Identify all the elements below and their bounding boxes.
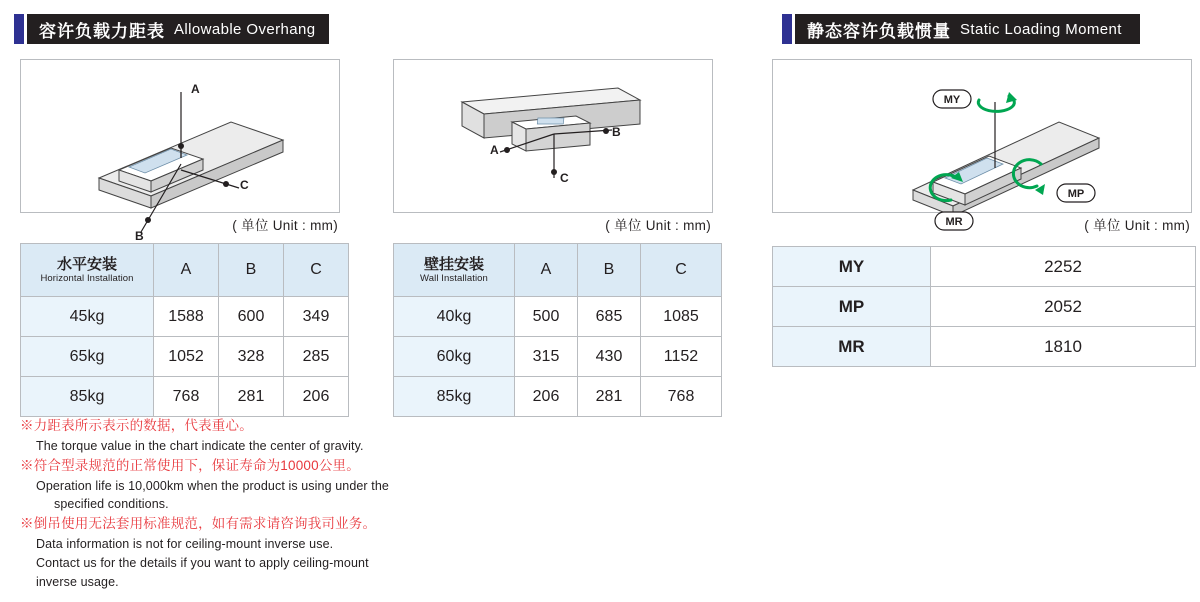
svg-text:MP: MP — [1067, 188, 1085, 200]
section-header-allowable-overhang — [14, 12, 329, 46]
table-row — [21, 337, 349, 377]
table-row — [394, 377, 722, 417]
cell-b: 600 — [219, 297, 284, 337]
section-header-block — [795, 14, 1140, 44]
note-1-en-line-1: The torque value in the chart indicate the center of gravity. — [36, 438, 364, 453]
table-header-label — [21, 244, 154, 297]
row-label-mr: MR — [773, 327, 931, 367]
note-3-en-line-1: Data information is not for ceiling-mount inverse use. — [36, 537, 334, 552]
table-header-row — [21, 244, 349, 297]
table-header-col-a: A — [515, 244, 578, 297]
table-header-col-b: B — [578, 244, 641, 297]
cell-my-value: 2252 — [931, 247, 1196, 287]
accent-bar-icon — [782, 14, 792, 44]
section-header-static-loading-moment — [782, 12, 1140, 46]
table-static-loading-moment — [772, 246, 1196, 367]
table-header-label-cn: 水平安装 — [56, 255, 117, 273]
row-label: 40kg — [394, 297, 515, 337]
unit-caption-fig1: ( 单位 Unit : mm) — [232, 218, 338, 233]
table-header-label-en: Horizontal Installation — [40, 272, 134, 284]
unit-caption-fig3: ( 单位 Unit : mm) — [1084, 218, 1190, 233]
figure1-label-A: A — [191, 82, 200, 96]
table-header-col-c: C — [641, 244, 722, 297]
table-header-label-cn: 壁挂安装 — [423, 255, 484, 273]
figure2-label-A: A — [490, 143, 499, 157]
section-title-en: Allowable Overhang — [174, 20, 316, 38]
cell-c: 768 — [641, 377, 722, 417]
table-row — [21, 377, 349, 417]
section-title-en: Static Loading Moment — [960, 20, 1122, 38]
cell-c: 285 — [284, 337, 349, 377]
cell-c: 1085 — [641, 297, 722, 337]
figure-wall-installation — [393, 59, 713, 213]
table-header-label-en: Wall Installation — [420, 272, 488, 284]
note-2-en-line-2: specified conditions. — [54, 497, 169, 512]
cell-b: 281 — [578, 377, 641, 417]
note-3-en-line-3: inverse usage. — [36, 574, 119, 589]
figure1-label-C: C — [240, 178, 249, 192]
cell-c: 206 — [284, 377, 349, 417]
svg-text:MY: MY — [943, 94, 961, 106]
table-row — [773, 327, 1196, 367]
cell-c: 349 — [284, 297, 349, 337]
cell-b: 281 — [219, 377, 284, 417]
note-2-cn: ※符合型录规范的正常使用下，保证寿命为10000公里。 — [20, 457, 360, 473]
moment-label-MY — [933, 90, 971, 108]
cell-c: 1152 — [641, 337, 722, 377]
cell-a: 315 — [515, 337, 578, 377]
cell-a: 1588 — [154, 297, 219, 337]
table-header-label — [394, 244, 515, 297]
row-label-mp: MP — [773, 287, 931, 327]
accent-bar-icon — [14, 14, 24, 44]
unit-caption-fig2: ( 单位 Unit : mm) — [605, 218, 711, 233]
cell-mr-value: 1810 — [931, 327, 1196, 367]
cell-a: 1052 — [154, 337, 219, 377]
cell-a: 206 — [515, 377, 578, 417]
note-2-en-line-1: Operation life is 10,000km when the product is using under the — [36, 478, 389, 493]
table-row — [773, 287, 1196, 327]
section-header-block — [27, 14, 329, 44]
figure1-label-B: B — [135, 229, 144, 243]
table-header-col-b: B — [219, 244, 284, 297]
wall-actuator-illustration — [394, 60, 712, 212]
moment-label-MP — [1057, 184, 1095, 202]
cell-mp-value: 2052 — [931, 287, 1196, 327]
table-row — [773, 247, 1196, 287]
row-label: 45kg — [21, 297, 154, 337]
table-header-row — [394, 244, 722, 297]
cell-b: 328 — [219, 337, 284, 377]
notes-block — [20, 416, 540, 591]
table-row — [21, 297, 349, 337]
cell-a: 768 — [154, 377, 219, 417]
table-row — [394, 297, 722, 337]
row-label: 85kg — [394, 377, 515, 417]
note-3-cn: ※倒吊使用无法套用标准规范，如有需求请咨询我司业务。 — [20, 516, 377, 532]
row-label-my: MY — [773, 247, 931, 287]
section-title-cn: 容许负载力距表 — [39, 21, 165, 41]
table-header-col-a: A — [154, 244, 219, 297]
section-title-cn: 静态容许负载惯量 — [807, 21, 951, 41]
figure2-label-C: C — [560, 171, 569, 185]
note-1-cn: ※力距表所示表示的数据，代表重心。 — [20, 418, 253, 433]
row-label: 60kg — [394, 337, 515, 377]
row-label: 85kg — [21, 377, 154, 417]
table-wall-installation — [393, 243, 722, 417]
figure2-label-B: B — [612, 125, 621, 139]
table-horizontal-installation — [20, 243, 349, 417]
row-label: 65kg — [21, 337, 154, 377]
note-3-en-line-2: Contact us for the details if you want to apply ceiling-mount — [36, 555, 369, 570]
cell-b: 430 — [578, 337, 641, 377]
cell-b: 685 — [578, 297, 641, 337]
table-header-col-c: C — [284, 244, 349, 297]
svg-text:MR: MR — [945, 216, 963, 228]
cell-a: 500 — [515, 297, 578, 337]
table-row — [394, 337, 722, 377]
